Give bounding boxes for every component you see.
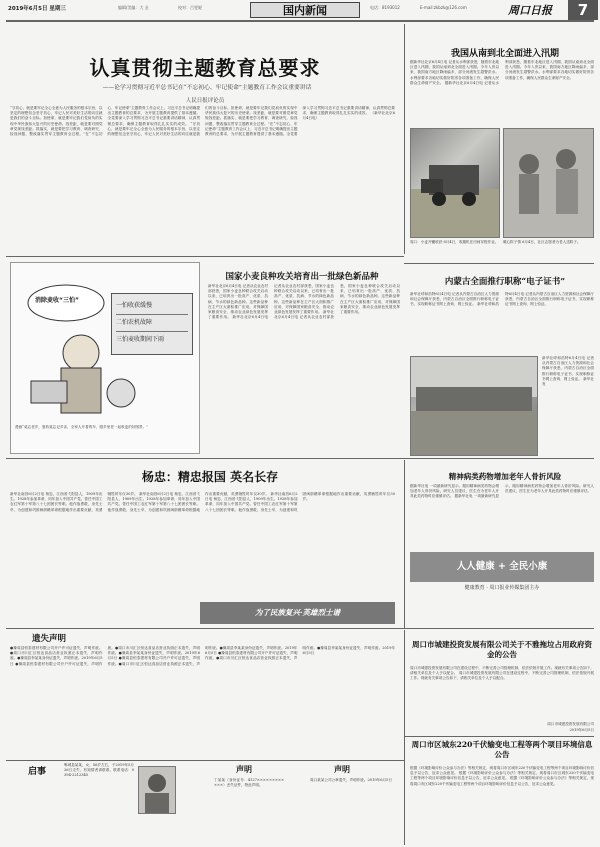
lost-body: ●豫周县恒泰建材有限公司开户许可证遗失，声明作废。●周口市川汇区恒达食品店营业执照正本遗失，声明作废。●豫周县李某某身份证遗失，声明作废。2019年6月5日 ●豫周县恒泰建材有限公司开户许可证遗失，声明作废。●周口市川汇区恒达食品店营业执照正本遗失，声明作废。●豫周县李某某身份证遗失，声明作废。2019年6月5日 ●豫周县恒泰建材有限公司开户许可证遗失，声明作废。●周口市川汇区恒达食品店营业执照正本遗失，声明作废。●豫周县李某某身份证遗失，声明作废。2019年6月5日 ●豫周县恒泰建材有限公司开户许可证遗失，声明作废。●周口市川汇区恒达食品店营业执照正本遗失，声明作废。●豫周县李某某身份证遗失，声明作废。2019年6月5日 [10, 646, 395, 666]
announcement1-title: 周口市城建投资发展有限公司关于不雅拖垃占用政府资金的公告 [412, 640, 592, 659]
lead-subtitle: ——论学习贯彻习近平总书记在“不忘初心、牢记使命”主题教育工作会议重要讲话 [102, 85, 312, 91]
shengming-body-2: 周口某某公司公章遗失，声明作废。2019年6月5日 [310, 778, 392, 782]
header-date: 2019年6月5日 星期三 [8, 6, 66, 12]
qishi-body: 郸城县某某，女，56岁左右，于2019年5月26日走失，有知情者请联系。联系电话：0394-2212345 [64, 763, 134, 778]
cartoon-line-1: 一怕收获缓慢 [116, 298, 188, 315]
yang-body: 新华社南昌6月2日电 杨忠，江西省弋阳县人，1909年出生。1928年参加革命，同年加入中国共产党。曾任中国工农红军第十军第八十七团团长等职。他作战勇敢，身先士卒，为创建和巩固闽浙赣革命根据地作出重要贡献，英勇牺牲时年仅30岁。 新华社南昌6月2日电 杨忠，江西省弋阳县人，1909年出生。1928年参加革命，同年加入中国共产党。曾任中国工农红军第十军第八十七团团长等职。他作战勇敢，身先士卒，为创建和巩固闽浙赣革命根据地作出重要贡献，英勇牺牲时年仅30岁。 新华社南昌6月2日电 杨忠，江西省弋阳县人，1909年出生。1928年参加革命，同年加入中国共产党。曾任中国工农红军第十军第八十七团团长等职。他作战勇敢，身先士卒，为创建和巩固闽浙赣革命根据地作出重要贡献，英勇牺牲时年仅30岁。 [10, 492, 395, 512]
health-sub: 健康教育 · 周口报业传媒集团主办 [464, 585, 540, 591]
flood-title: 我国从南到北全面进入汛期 [450, 49, 559, 59]
page-number: 7 [568, 0, 598, 20]
masthead: 周口日报 [508, 4, 552, 17]
announcement1-date: 2019年6月5日 [569, 728, 594, 732]
yang-title: 杨忠：精忠报国 英名长存 [141, 470, 279, 484]
yang-banner: 为了民族复兴·英雄烈士谱 [200, 602, 395, 624]
cartoon-line-3: 三怕麦收期间下雨 [116, 336, 165, 343]
announcement1-body: 周口市城建投资发展有限公司在建设过程中，不断完善公司管理机制，依法依规开展工作。现就有关事项公告如下，请相关单位及个人予以配合。 周口市城建投资发展有限公司在建设过程中，不断完善公司管理机制，依法依规开展工作。现就有关事项公告如下，请相关单位及个人予以配合。 [410, 666, 594, 681]
cartoon-caption: 漫画“莫忘老乡，夏收莫忘记乡亲，全家人开着的车，跟乡里老一起收麦的好图景。” [15, 425, 149, 429]
announcement2-title: 周口市区城东220千伏输变电工程等两个项目环境信息公告 [411, 740, 593, 759]
neimenggu-title: 内蒙古全面推行职称“电子证书” [444, 277, 566, 287]
drug-body: 据新华社电 一项最新研究显示，服用精神病类药物会增加老年人骨折风险。研究人员建议，医生在为老年人开具此类药物时应谨慎评估。 据新华社电 一项最新研究显示，服用精神病类药物会增加老年人骨折风险。研究人员建议，医生在为老年人开具此类药物时应谨慎评估。 [410, 484, 594, 499]
drug-title: 精神病类药物增加老年人骨折风险 [448, 472, 562, 481]
health-banner: 人人健康 + 全民小康 [410, 552, 594, 582]
shengming-title-2: 声明 [334, 765, 350, 774]
section-title: 国内新闻 [250, 2, 360, 18]
header-editor: 编辑/美编：大 圣 [118, 5, 149, 10]
flood-caption-left: 周口：小麦开镰收获 6月4日，收割机在田间穿梭作业。 [410, 240, 499, 244]
cartoon-line-2: 二怕农机故障 [116, 315, 188, 332]
missing-person-photo [138, 766, 176, 814]
announcement2-body: 根据《环境影响评价公众参与办法》等相关规定，现将周口市区城东220千伏输变电工程等两个项目环境影响评价信息予以公告，征求公众意见。 根据《环境影响评价公众参与办法》等相关规定，现将周口市区城东220千伏输变电工程等两个项目环境影响评价信息予以公告，征求公众意见。 根据《环境影响评价公众参与办法》等相关规定，现将周口市区城东220千伏输变电工程等两个项目环境影响评价信息予以公告，征求公众意见。 [410, 766, 594, 786]
wheat-title: 国家小麦良种攻关培育出一批绿色新品种 [225, 272, 379, 282]
lead-body: “守初心，就是要牢记全心全意为人民服务的根本宗旨，以坚定的理想信念坚守初心，牢记人民对美好生活的向往就是我们的奋斗目标。担使命，就是要牢记我们党肩负的实现中华民族伟大复兴的历史使命。找差距，就是要对照党章党规找差距。抓落实，就是要把学习教育、调查研究、检视问题、整改落实贯穿主题教育全过程。”在“不忘初心、牢记使命”主题教育工作会议上，习近平总书记明确提出主题教育的总要求，为开展主题教育提供了基本遵循。全党要深入学习贯彻习近平总书记重要讲话精神，认真贯彻总要求，确保主题教育取得扎扎实实的成效。 “守初心，就是要牢记全心全意为人民服务的根本宗旨，以坚定的理想信念坚守初心，牢记人民对美好生活的向往就是我们的奋斗目标。担使命，就是要牢记我们党肩负的实现中华民族伟大复兴的历史使命。找差距，就是要对照党章党规找差距。抓落实，就是要把学习教育、调查研究、检视问题、整改落实贯穿主题教育全过程。”在“不忘初心、牢记使命”主题教育工作会议上，习近平总书记明确提出主题教育的总要求，为开展主题教育提供了基本遵循。全党要深入学习贯彻习近平总书记重要讲话精神，认真贯彻总要求，确保主题教育取得扎扎实实的成效。 （新华社北京6月4日电） [10, 106, 395, 137]
shengming-title-1: 声明 [236, 765, 252, 774]
flood-body: 据新华社北京6月4日电 记者从水利部获悉，随着东北地区进入汛期，我国从南到北全面进入汛期。今年入汛以来，我国南方地区降雨偏多，部分河流发生超警洪水。水利部要求各地切实做好防汛各项准备工作，确保人民群众生命财产安全。 据新华社北京6月4日电 记者从水利部获悉，随着东北地区进入汛期，我国从南到北全面进入汛期。今年入汛以来，我国南方地区降雨偏多，部分河流发生超警洪水。水利部要求各地切实做好防汛各项准备工作，确保人民群众生命财产安全。 [410, 60, 594, 85]
header-contact: 电话：8193012 [370, 5, 400, 10]
building-photo [410, 356, 538, 456]
cartoon-box [10, 262, 200, 454]
neimenggu-photo-caption: 新华社呼和浩特6月4日电 记者从内蒙古自治区人力资源和社会保障厅获悉，内蒙古自治区全面推行职称电子证书，实现职称证书网上查询、网上验证。 新华社发 [542, 356, 594, 387]
cartoon-bubble: 消除麦收“三怕” [35, 297, 79, 304]
cartoon-banner [111, 293, 193, 355]
flood-caption-right: 暖心粽子情 6月4日，社区志愿者为老人送粽子。 [503, 240, 581, 244]
header-email: E-mail:zkbzk@126.com [420, 5, 467, 10]
lead-byline: 人民日报评论员 [185, 98, 225, 104]
qishi-title: 启事 [28, 767, 47, 777]
header-proof: 校对：吕雯妮 [178, 5, 202, 10]
announcement1-signer: 周口市城建投资发展有限公司 [547, 722, 594, 726]
neimenggu-body: 新华社呼和浩特6月4日电 记者从内蒙古自治区人力资源和社会保障厅获悉，内蒙古自治区全面推行职称电子证书，实现职称证书网上查询、网上验证。 新华社呼和浩特6月4日电 记者从内蒙古自治区人力资源和社会保障厅获悉，内蒙古自治区全面推行职称电子证书，实现职称证书网上查询、网上验证。 [410, 292, 594, 307]
shengming-body-1: 丁某某（身份证号：4127××××××××××××）丢失证件，特此声明。 [214, 778, 284, 788]
lead-title: 认真贯彻主题教育总要求 [89, 56, 321, 80]
dumpling-photo [503, 128, 594, 238]
wheat-body: 新华社北京6月4日电 记者从农业农村部获悉，国家小麦良种联合攻关启动以来，已培育出一批高产、优质、抗病、节水的绿色新品种。这些新品种在主产区大面积推广应用，对保障国家粮食安全、推动农业绿色发展发挥了重要作用。 新华社北京6月4日电 记者从农业农村部获悉，国家小麦良种联合攻关启动以来，已培育出一批高产、优质、抗病、节水的绿色新品种。这些新品种在主产区大面积推广应用，对保障国家粮食安全、推动农业绿色发展发挥了重要作用。 新华社北京6月4日电 记者从农业农村部获悉，国家小麦良种联合攻关启动以来，已培育出一批高产、优质、抗病、节水的绿色新品种。这些新品种在主产区大面积推广应用，对保障国家粮食安全、推动农业绿色发展发挥了重要作用。 [208, 284, 400, 320]
lost-title: 遗失声明 [32, 634, 67, 644]
wheat-harvest-photo [410, 128, 500, 238]
